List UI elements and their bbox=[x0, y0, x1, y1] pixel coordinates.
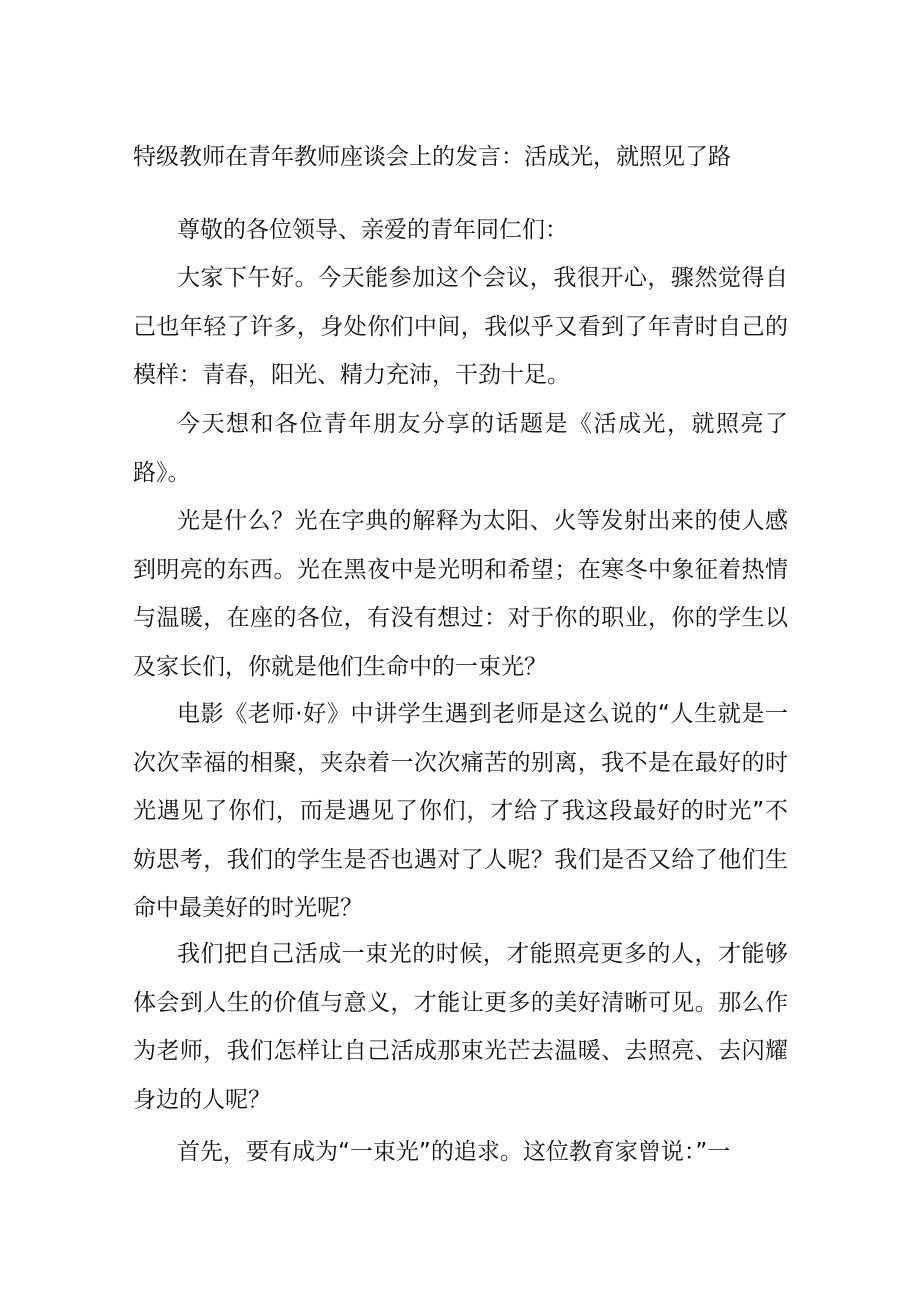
document-title: 特级教师在青年教师座谈会上的发言：活成光，就照见了路 bbox=[133, 144, 731, 170]
body-paragraph-2: 今天想和各位青年朋友分享的话题是《活成光，就照亮了路》。 bbox=[133, 411, 788, 486]
body-paragraph-5: 我们把自己活成一束光的时候，才能照亮更多的人，才能够体会到人生的价值与意义，才能让更多的美好清晰可见。那么作为老师，我们怎样让自己活成那束光芒去温暖、去照亮、去闪耀身边的人呢？ bbox=[133, 941, 788, 1113]
body-paragraph-3: 光是什么？光在字典的解释为太阳、火等发射出来的使人感到明亮的东西。光在黑夜中是光明和希望；在寒冬中象征着热情与温暖，在座的各位，有没有想过：对于你的职业，你的学生以及家长们，你就是他们生命中的一束光？ bbox=[133, 508, 788, 680]
greeting-paragraph: 尊敬的各位领导、亲爱的青年同仁们： bbox=[177, 217, 568, 243]
body-paragraph-4: 电影《老师·好》中讲学生遇到老师是这么说的“人生就是一次次幸福的相聚，夹杂着一次次痛苦的别离，我不是在最好的时光遇见了你们，而是遇见了你们，才给了我这段最好的时光”不妨思考，我们的学生是否也遇对了人呢？我们是否又给了他们生命中最美好的时光呢？ bbox=[133, 701, 788, 921]
body-paragraph-1: 大家下午好。今天能参加这个会议，我很开心，骤然觉得自己也年轻了许多，身处你们中间，我似乎又看到了年青时自己的模样：青春，阳光、精力充沛，干劲十足。 bbox=[133, 265, 788, 388]
body-paragraph-6: 首先，要有成为“一束光”的追求。这位教育家曾说：”一 bbox=[177, 1139, 731, 1165]
